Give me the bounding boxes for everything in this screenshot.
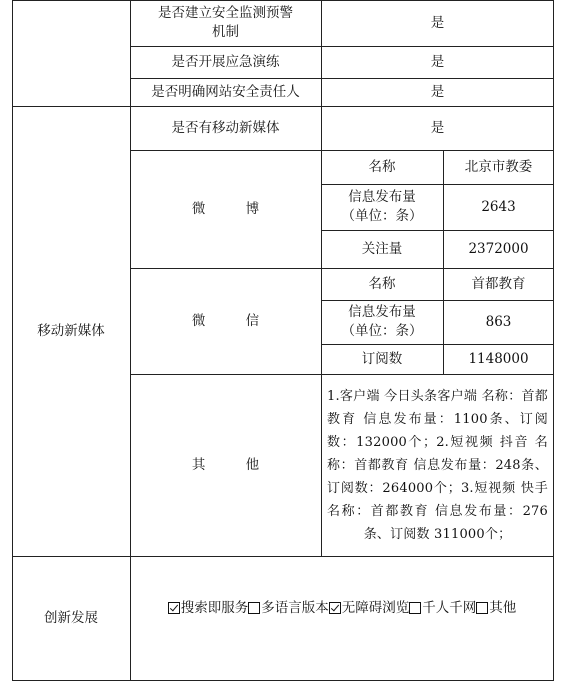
checkbox-multi-language[interactable] [248, 602, 260, 614]
row-value-security-officer: 是 [430, 83, 445, 100]
section-label-mobile-media: 移动新媒体 [37, 322, 105, 339]
weixin-subscribe-value: 1148000 [468, 350, 529, 367]
label-line: 信息发布量 [348, 189, 416, 205]
weixin-subscribe-label: 订阅数 [361, 350, 403, 367]
label-line: （单位：条） [341, 208, 423, 224]
innovation-label: 创新发展 [44, 609, 98, 626]
option-label: 多语言版本 [261, 599, 329, 616]
other-label: 其 他 [191, 456, 278, 473]
option-label: 其他 [489, 599, 517, 616]
other-description: 1.客户端 今日头条客户端 名称：首都教育 信息发布量：1100条、订阅数：132000个；2.短视频 抖音 名称：首都教育 信息发布量：248条、订阅数：264000个；3.短视频 快手 名称：首都教育 信息发布量：276条、订阅数 311000个； [327, 388, 548, 542]
has-mobile-value: 是 [430, 119, 445, 136]
option-label: 搜索即服务 [180, 599, 249, 616]
label-line: 信息发布量 [348, 304, 416, 320]
checkbox-personalized[interactable] [409, 602, 421, 614]
weixin-name-value: 首都教育 [471, 275, 526, 292]
weibo-name-value: 北京市教委 [464, 158, 533, 175]
innovation-checkbox-group [168, 599, 517, 618]
option-label: 千人千网 [422, 599, 477, 616]
row-value-emergency-drill: 是 [430, 53, 445, 70]
row-label-emergency-drill: 是否开展应急演练 [171, 53, 280, 70]
weibo-name-label: 名称 [368, 158, 396, 175]
label-line: 是否建立安全监测预警 [158, 5, 293, 21]
weibo-publish-label [321, 184, 443, 230]
weibo-publish-value: 2643 [481, 198, 516, 215]
row-value-security-monitoring: 是 [430, 14, 445, 31]
innovation-options [130, 556, 554, 660]
report-table [12, 0, 554, 681]
checkbox-other[interactable] [476, 602, 488, 614]
weixin-publish-value: 863 [485, 313, 512, 330]
row-label-security-officer: 是否明确网站安全责任人 [151, 83, 300, 100]
weixin-name-label: 名称 [368, 275, 396, 292]
label-line: （单位：条） [341, 323, 423, 339]
label-line: 机制 [212, 24, 239, 40]
other-description-cell [321, 374, 554, 556]
weibo-follow-value: 2372000 [468, 240, 529, 257]
has-mobile-label: 是否有移动新媒体 [171, 119, 280, 136]
weibo-label: 微 博 [191, 200, 278, 217]
weibo-follow-label: 关注量 [361, 240, 403, 257]
row-label-security-monitoring [130, 0, 321, 46]
checkbox-search-service[interactable] [168, 602, 180, 614]
table-rule [12, 680, 554, 681]
option-label: 无障碍浏览 [341, 599, 410, 616]
weixin-publish-label [321, 300, 443, 344]
checkbox-accessibility[interactable] [329, 602, 341, 614]
weixin-label: 微 信 [191, 312, 278, 329]
